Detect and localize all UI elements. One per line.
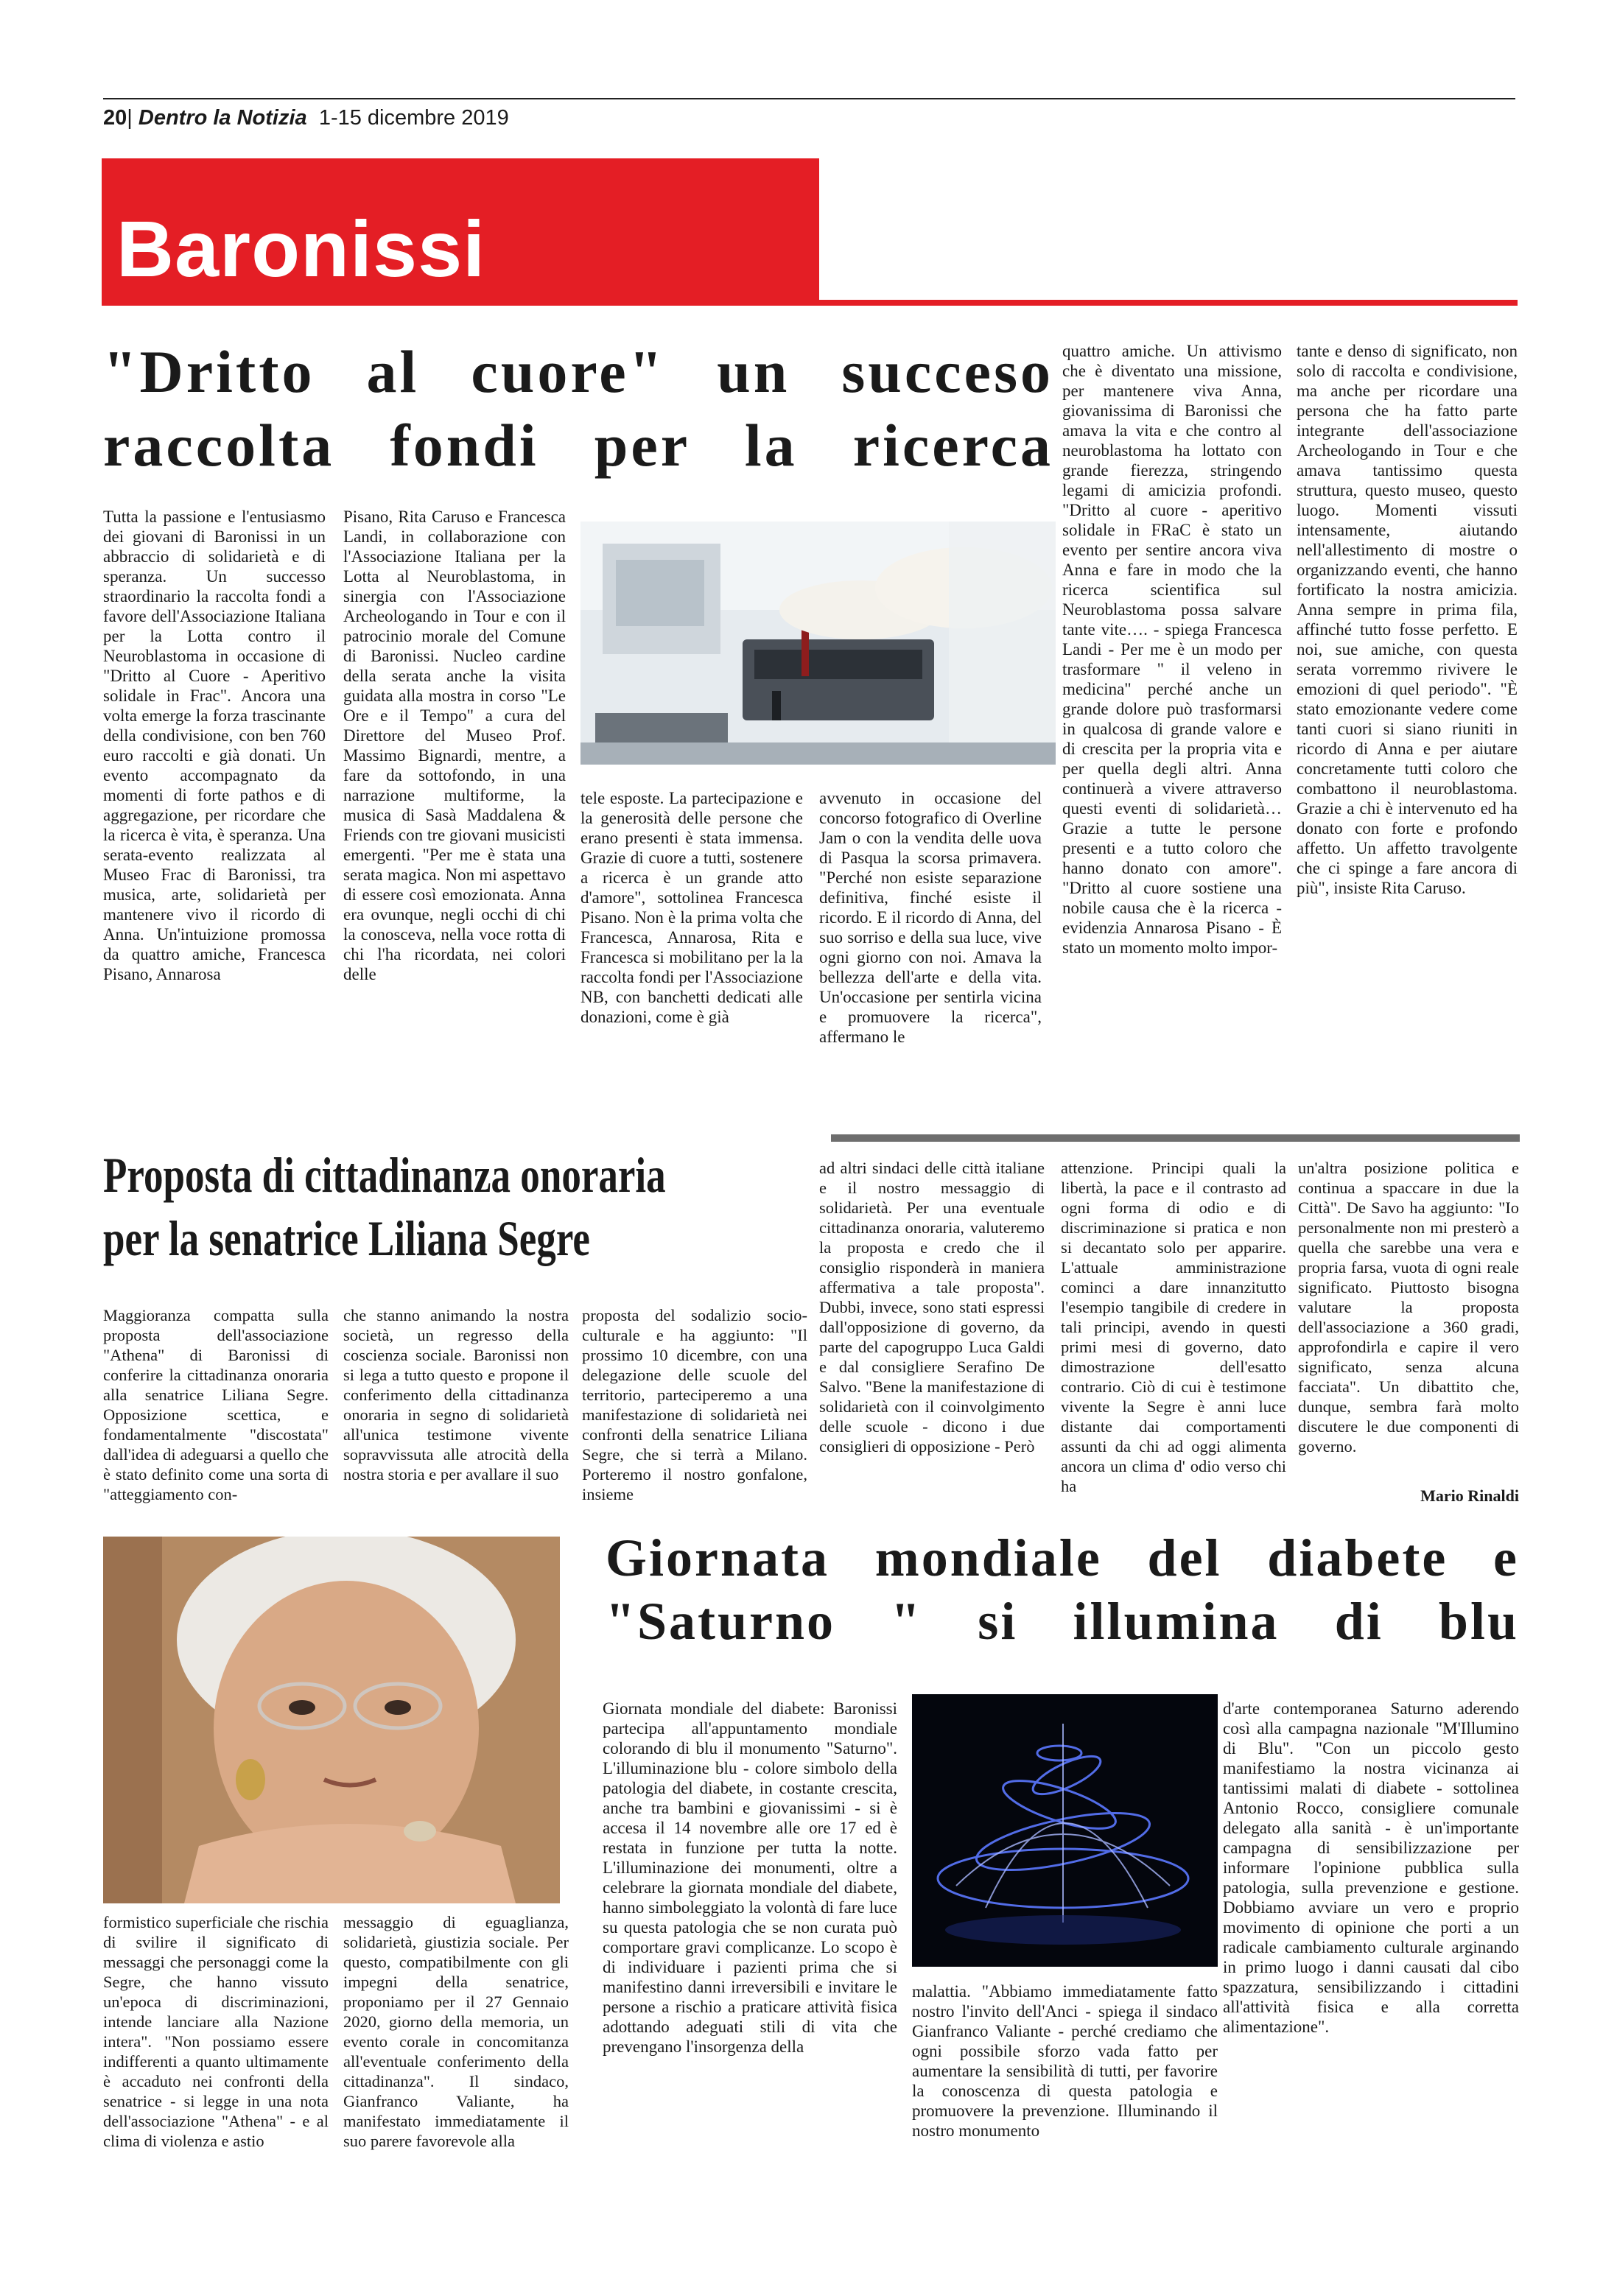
article1-column-4: avvenuto in occasione del concorso fotografico di Overline Jam o con la vendita delle uova di Pasqua la scorsa primavera. "Perché non esiste separazione definitiva, finché esiste il ricordo. E il ricordo di Anna, del suo sorriso e della sua luce, vive ogni giorno con noi. Amava la bellezza dell'arte e della vita. Un'occasione per sentirla vicina e promuovere la ricerca", affermano le <box>819 789 1042 1046</box>
article2-column-6: un'altra posizione politica e continua a spaccare in due la Città". De Savo ha aggiunto: "Io personalmente non mi presterò a quella che sarebbe una vera e propria farsa, vuota di ogni reale significato. Piuttosto bisogna valutare la proposta dell'associazione a 360 gradi, approfondirla e capire il vero significato, senza alcuna facciata". Un dibattito che, dunque, sembra farà molto discutere le due componenti di governo. <box>1298 1159 1519 1456</box>
article3-headline-line1: Giornata mondiale del diabete e <box>606 1528 1519 1587</box>
article2-column-4: ad altri sindaci delle città italiane e il nostro messaggio di solidarietà. Per una eventuale cittadinanza onoraria, valuteremo la proposta e credo che il consiglio risponderà in maniera affermativa a tale proposta". Dubbi, invece, sono stati espressi dall'opposizione di governo, da parte del capogruppo Luca Galdi e dal consigliere Serafino De Salvo. "Bene la manifestazione di solidarietà con il coinvolgimento delle scuole - dicono i due consiglieri di opposizione - Però <box>819 1159 1045 1456</box>
article1-column-5: quattro amiche. Un attivismo che è diventato una missione, per mantenere viva Anna, giovanissima di Baronissi che amava la vita e che contro al neuroblastoma ha lottato con grande fierezza, stringendo legami di amicizia profondi. "Dritto al cuore - aperitivo solidale in FRaC è stato un evento per sentire ancora viva Anna e fare in modo che la ricerca scientifica sul Neuroblastoma possa salvare tante vite…. - spiega Francesca Landi - Per me è un modo per trasformare " il veleno in medicina" perché anche un grande dolore può trasformarsi in qualcosa di grande valore e di crescita per la propria vita e per quella degli altri. Anna continuerà a vivere attraverso questi eventi di solidarietà… Grazie a tutte le persone presenti e a tutto coloro che hanno donato con amore". "Dritto al cuore sostiene una nobile causa che è la ricerca - evidenzia Annarosa Pisano - È stato un momento molto impor- <box>1062 342 1282 957</box>
article2-column-7: formistico superficiale che rischia di svilire il significato di messaggi che personaggi come la Segre, che hanno vissuto un'epoca di discriminazioni, intende lanciare alla Nazione intera". "Non possiamo essere indifferenti a quanto ultimamente è accaduto nei confronti della senatrice - si legge in una nota dell'associazione "Athena" - e al clima di violenza e astio <box>103 1913 329 2150</box>
article1-column-3: tele esposte. La partecipazione e la generosità delle persone che erano presenti è stata immensa. Grazie di cuore a tutti, sostenere a ricerca è un grande atto d'amore", sottolinea Francesca Pisano. Non è la prima volta che Francesca, Annarosa, Rita e Francesca si mobilitano per la la raccolta fondi per l'Associazione NB, con banchetti dedicati alle donazioni, come è già <box>580 789 803 1026</box>
section-title: Baronissi <box>116 204 486 293</box>
article2-column-2: che stanno animando la nostra società, un regresso della coscienza sociale. Baronissi non si lega a tutto questo e propone il conferimento della cittadinanza onoraria in segno di solidarietà all'unica testimone vivente sopravvissuta alle atrocità della nostra storia e per avallare il suo <box>343 1306 569 1484</box>
article1-column-1: Tutta la passione e l'entusiasmo dei giovani di Baronissi in un abbraccio di solidarietà e di speranza. Un successo straordinario la raccolta fondi a favore dell'Associazione Italiana per la Lotta contro il Neuroblastoma in occasione di "Dritto al Cuore - Aperitivo solidale in Frac". Ancora una volta emerge la forza trascinante della condivisione, con ben 760 euro raccolti e già donati. Un evento accompagnato da momenti di forte pathos e di aggregazione, per ricordare che la ricerca è vita, è speranza. Una serata-evento realizzata al Museo Frac di Baronissi, tra musica, arte, solidarietà per mantenere vivo il ricordo di Anna. Un'intuizione promossa da quattro amiche, Francesca Pisano, Annarosa <box>103 508 326 983</box>
article1-headline-line1: "Dritto al cuore" un succeso <box>103 338 1053 405</box>
saturno-monument-photo <box>912 1694 1218 1967</box>
lab-photo-illustration <box>580 522 1056 765</box>
article1-column-6: tante e denso di significato, non solo di raccolta e condivisione, ma anche per ricordare una persona che ha fatto parte integrante dell'associazione Archeologando in Tour e che amava tantissimo questa struttura, questo museo, questo luogo. Momenti vissuti intensamente, aiutando nell'allestimento di mostre o organizzando eventi, che hanno fortificato la nostra amicizia. Anna sempre in prima fila, affinché tutto fosse perfetto. E noi, sue amiche, con questa serata vorremmo rivivere le emozioni di quel periodo". "È stato emozionante vedere come tanti cuori si siano riuniti in ricordo di Anna e per aiutare concretamente tutti coloro che combattono il neuroblastoma. Grazie a chi è intervenuto ed ha donato con forte e profondo affetto. Un affetto travolgente che ci spinge a fare ancora di più", insiste Rita Caruso. <box>1297 342 1518 897</box>
lab-photo <box>580 522 1056 765</box>
article1-column-2: Pisano, Rita Caruso e Francesca Landi, in collaborazione con l'Associazione Italiana per la Lotta al Neuroblastoma, in sinergia con l'Associazione Archeologando in Tour e con il patrocinio morale del Comune di Baronissi. Nucleo cardine della serata anche la visita guidata alla mostra in corso "Le Ore e il Tempo" a cura del Direttore del Museo Prof. Massimo Bignardi, mentre, a fare da sottofondo, in una narrazione multiforme, la musica di Sasà Maddalena & Friends con tre giovani musicisti emergenti. "Per me è stata una serata magica. Non mi aspettavo di essere così emozionata. Anna era ovunque, negli occhi di chi la conosceva, nella voce rotta di chi l'ha ricordata, nei colori delle <box>343 508 566 983</box>
article2-column-8: messaggio di eguaglianza, solidarietà, giustizia sociale. Per questo, compatibilmente con gli impegni della senatrice, proponiamo per il 27 Gennaio 2020, giorno della memoria, un evento corale in concomitanza all'eventuale conferimento della cittadinanza". Il sindaco, Gianfranco Valiante, ha manifestato immediatamente il suo parere favorevole alla <box>343 1913 569 2150</box>
article-divider <box>831 1134 1520 1142</box>
liliana-segre-photo <box>103 1537 560 1903</box>
article2-column-1: Maggioranza compatta sulla proposta dell'associazione "Athena" di Baronissi di conferire la cittadinanza onoraria alla senatrice Liliana Segre. Opposizione scettica, e fondamentalmente "discostata" dall'idea di adeguarsi a quello che è stato definito come una sorta di "atteggiamento con- <box>103 1306 329 1503</box>
article2-column-5: attenzione. Principi quali la libertà, la pace e il contrasto ad ogni forma di odio e di discriminazione si pratica e non si decantato solo per apparire. L'attuale amministrazione cominci a dare innanzitutto l'esempio tangibile di credere in tali principi, avendo in questi primi mesi di governo, dato dimostrazione dell'esatto contrario. Ciò di cui è testimone vivente la Segre è anni luce distante dai comportamenti assunti da chi ad oggi alimenta ancora un clima d' odio verso chi ha <box>1061 1159 1286 1495</box>
publication-name: Dentro la Notizia <box>138 106 307 130</box>
article2-headline-line1: Proposta di cittadinanza onoraria <box>103 1147 666 1203</box>
article2-headline-line2: per la senatrice Liliana Segre <box>103 1210 590 1266</box>
header-rule <box>103 98 1515 99</box>
issue-date: 1-15 dicembre 2019 <box>318 106 509 130</box>
page-header <box>103 105 509 131</box>
article3-headline <box>606 1526 1519 1653</box>
portrait-illustration <box>103 1537 560 1903</box>
page-number: 20 <box>103 106 127 130</box>
article2-headline <box>103 1143 666 1270</box>
article3-column-2: malattia. "Abbiamo immediatamente fatto nostro l'invito dell'Anci - spiega il sindaco Gianfranco Valiante - perché crediamo che ogni possibile sforzo vada fatto per aumentare la sensibilità di tutti, per favorire la conoscenza di questa patologia e promuovere la prevenzione. Illuminando il nostro monumento <box>912 1982 1218 2140</box>
article3-column-3: d'arte contemporanea Saturno aderendo così alla campagna nazionale "M'Illumino di Blu". "Con un piccolo gesto manifestiamo la nostra vicinanza ai tantissimi malati di diabete - sottolinea Antonio Rocco, consigliere comunale delegato alla sanità - è un'importante campagna di sensibilizzazione per informare l'opinione pubblica sulla patologia, sulla prevenzione e gestione. Dobbiamo avviare un vero e proprio movimento di opinione che porti a un radicale cambiamento culturale arginando in primo luogo i danni causati dal cibo spazzatura, sensibilizzando i cittadini all'attività fisica e alla corretta alimentazione". <box>1223 1699 1519 2036</box>
header-separator: | <box>127 106 133 130</box>
article3-column-1: Giornata mondiale del diabete: Baronissi partecipa all'appuntamento mondiale colorando di blu il monumento "Saturno". L'illuminazione blu - colore simbolo della patologia del diabete, in costante crescita, anche tra bambini e giovanissimi - si è accesa il 14 novembre alle ore 17 ed è restata in funzione per tutta la notte. L'illuminazione dei monumenti, oltre a celebrare la giornata mondiale del diabete, hanno simboleggiato la volontà di fare luce su questa patologia che se non curata può comportare gravi complicanze. Lo scopo è di individuare i pazienti prima che si manifestino danni irreversibili e invitare le persone a rischio a praticare attività fisica adottando adeguati stili di vita che prevengano l'insorgenza della <box>603 1699 897 2056</box>
article1-headline-line2: raccolta fondi per la ricerca <box>103 412 1053 479</box>
article2-column-3: proposta del sodalizio socio-culturale e ha aggiunto: "Il prossimo 10 dicembre, con una delegazione delle scuole del territorio, parteciperemo a una manifestazione di solidarietà nei confronti della senatrice Liliana Segre, che si terrà a Milano. Porteremo il nostro gonfalone, insieme <box>582 1306 807 1503</box>
article2-byline: Mario Rinaldi <box>1420 1486 1519 1505</box>
blue-light-illustration <box>912 1694 1218 1967</box>
section-banner-line <box>819 300 1518 306</box>
article3-headline-line2: "Saturno " si illumina di blu <box>606 1592 1519 1651</box>
article1-headline <box>103 335 1053 482</box>
